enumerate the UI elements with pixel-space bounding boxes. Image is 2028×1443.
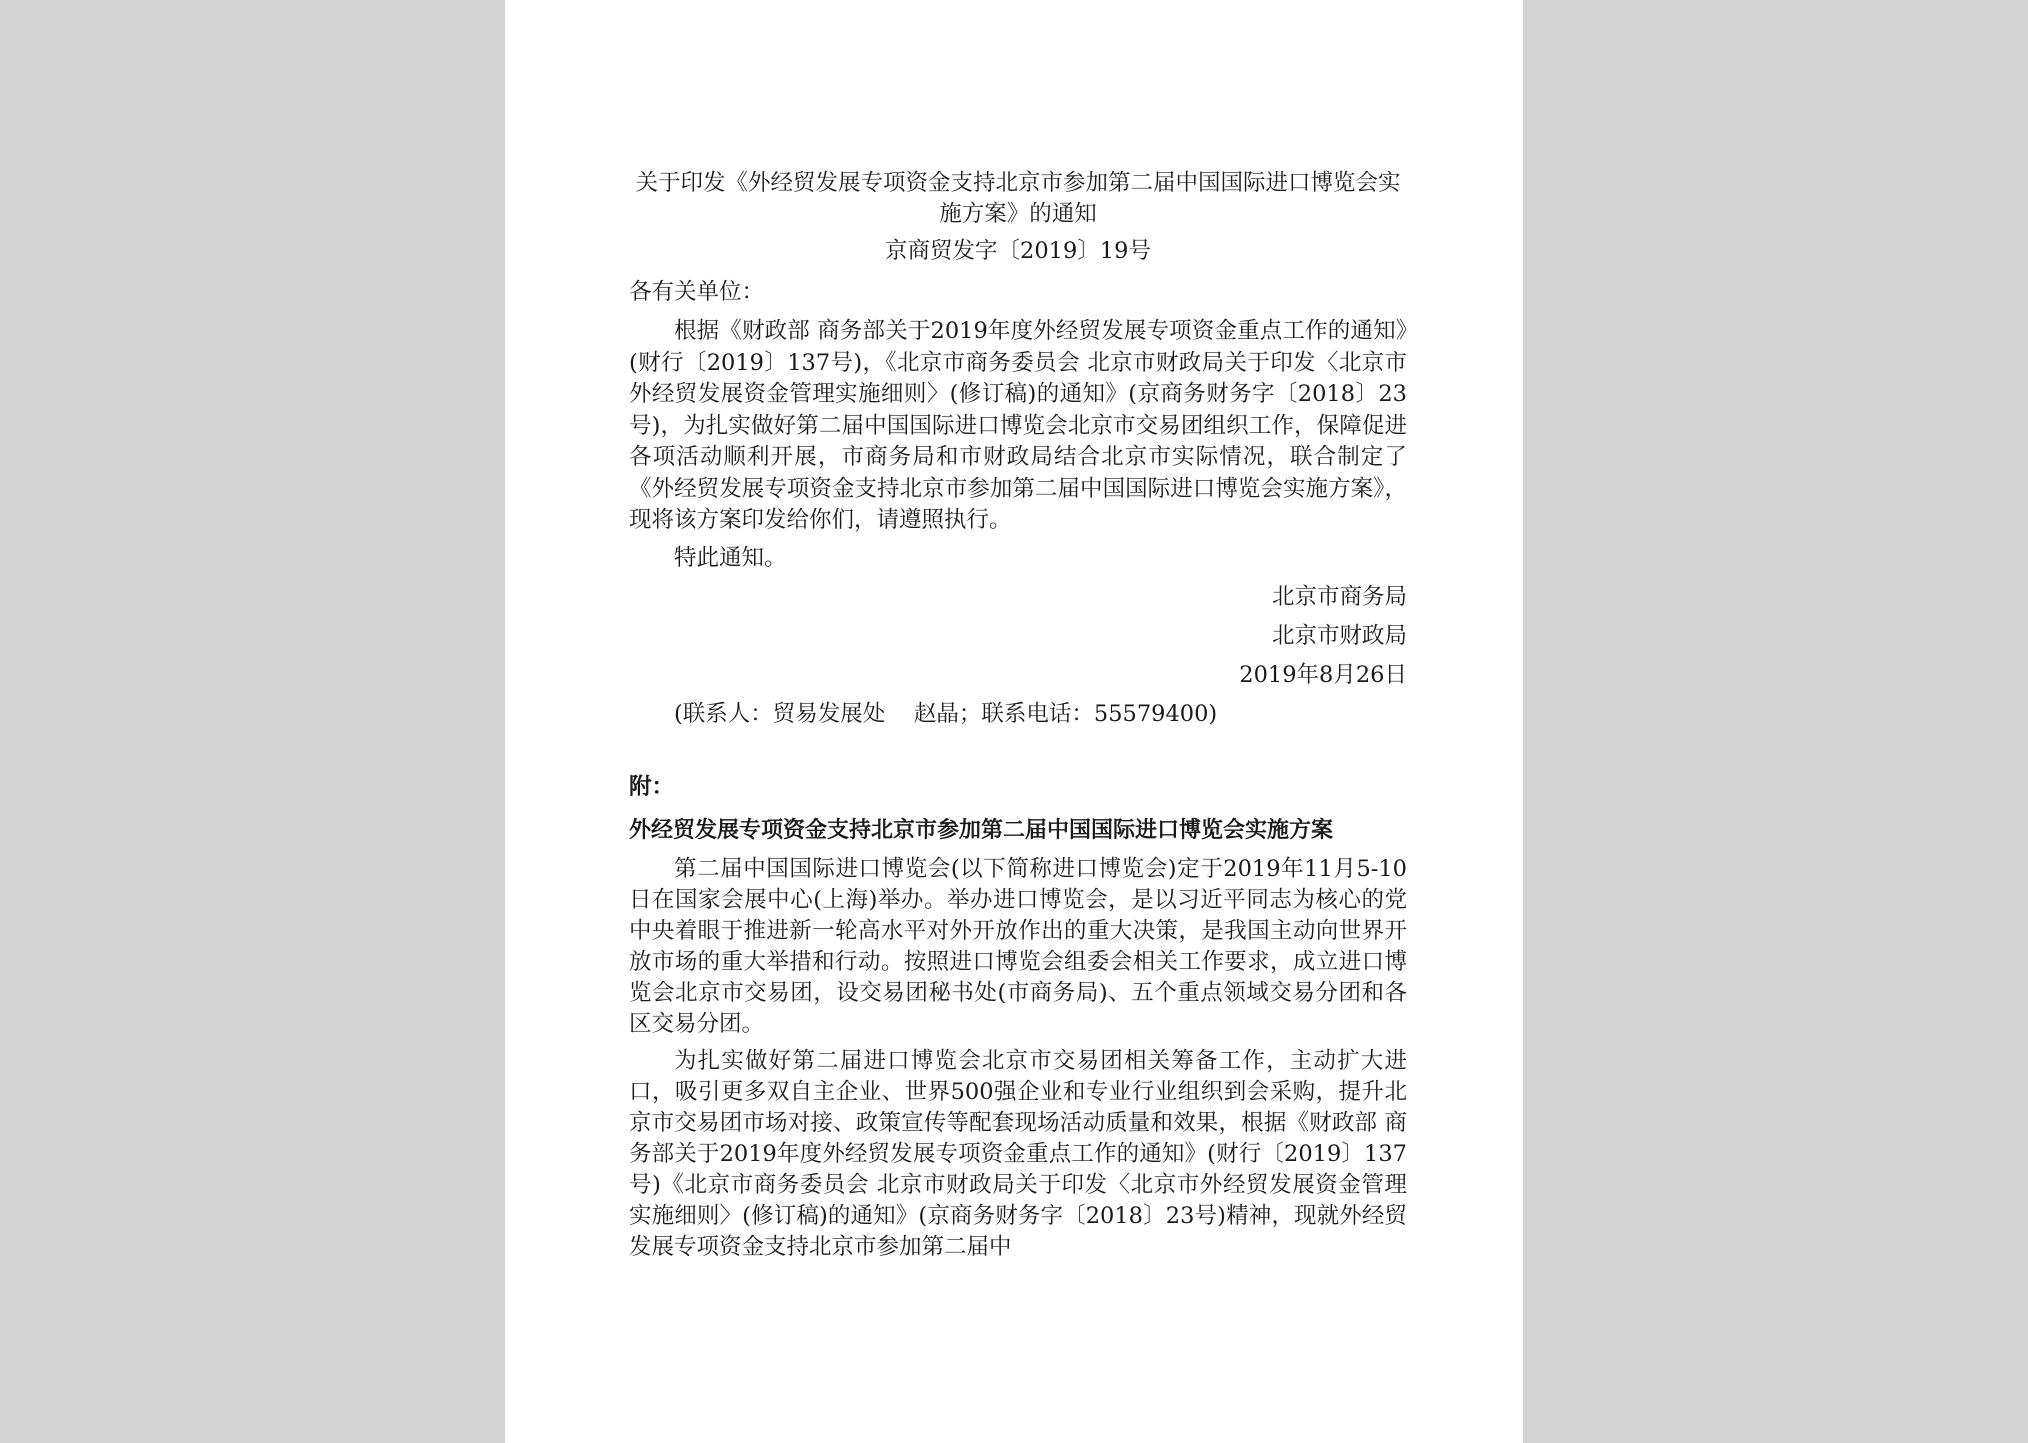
document-number: 京商贸发字〔2019〕19号	[885, 238, 1151, 264]
attachment-title: 外经贸发展专项资金支持北京市参加第二届中国国际进口博览会实施方案	[629, 818, 1334, 843]
document-page	[505, 0, 1523, 1443]
signature-commerce-bureau: 北京市商务局	[1271, 584, 1407, 610]
salutation: 各有关单位：	[629, 279, 765, 305]
notice-paragraph: 根据《财政部 商务部关于2019年度外经贸发展专项资金重点工作的通知》(财行〔2019〕137号)，《北京市商务委员会 北京市财政局关于印发〈北京市外经贸发展资金管理实施细则〉(修订稿)的通知》(京商务财务字〔2018〕23号)，为扎实做好第二届中国国际进口博览会北京市交易团组织工作，保障促进各项活动顺利开展，市商务局和市财政局结合北京市实际情况，联合制定了《外经贸发展专项资金支持北京市参加第二届中国国际进口博览会实施方案》，现将该方案印发给你们，请遵照执行。	[629, 318, 1407, 533]
attachment-paragraph: 为扎实做好第二届进口博览会北京市交易团相关筹备工作，主动扩大进口，吸引更多双自主企业、世界500强企业和专业行业组织到会采购，提升北京市交易团市场对接、政策宣传等配套现场活动质量和效果，根据《财政部 商务部关于2019年度外经贸发展专项资金重点工作的通知》(财行〔2019〕137号)《北京市商务委员会 北京市财政局关于印发〈北京市外经贸发展资金管理实施细则〉(修订稿)的通知》(京商务财务字〔2018〕23号)精神，现就外经贸发展专项资金支持北京市参加第二届中	[629, 1048, 1407, 1260]
attachment-paragraph: 第二届中国国际进口博览会(以下简称进口博览会)定于2019年11月5-10日在国家会展中心(上海)举办。举办进口博览会，是以习近平同志为核心的党中央着眼于推进新一轮高水平对外开放作出的重大决策，是我国主动向世界开放市场的重大举措和行动。按照进口博览会组委会相关工作要求，成立进口博览会北京市交易团，设交易团秘书处(市商务局)、五个重点领域交易分团和各区交易分团。	[629, 856, 1407, 1037]
document-title: 关于印发《外经贸发展专项资金支持北京市参加第二届中国国际进口博览会实施方案》的通知	[635, 170, 1401, 227]
signature-block	[629, 578, 1407, 695]
document-content	[629, 168, 1407, 1263]
closing-paragraph: 特此通知。	[674, 544, 787, 571]
contact-info: (联系人：贸易发展处 赵晶；联系电话：55579400)	[674, 701, 1218, 727]
signature-date: 2019年8月26日	[1239, 662, 1407, 688]
signature-finance-bureau: 北京市财政局	[1271, 623, 1407, 649]
attachment-label: 附：	[629, 774, 675, 800]
